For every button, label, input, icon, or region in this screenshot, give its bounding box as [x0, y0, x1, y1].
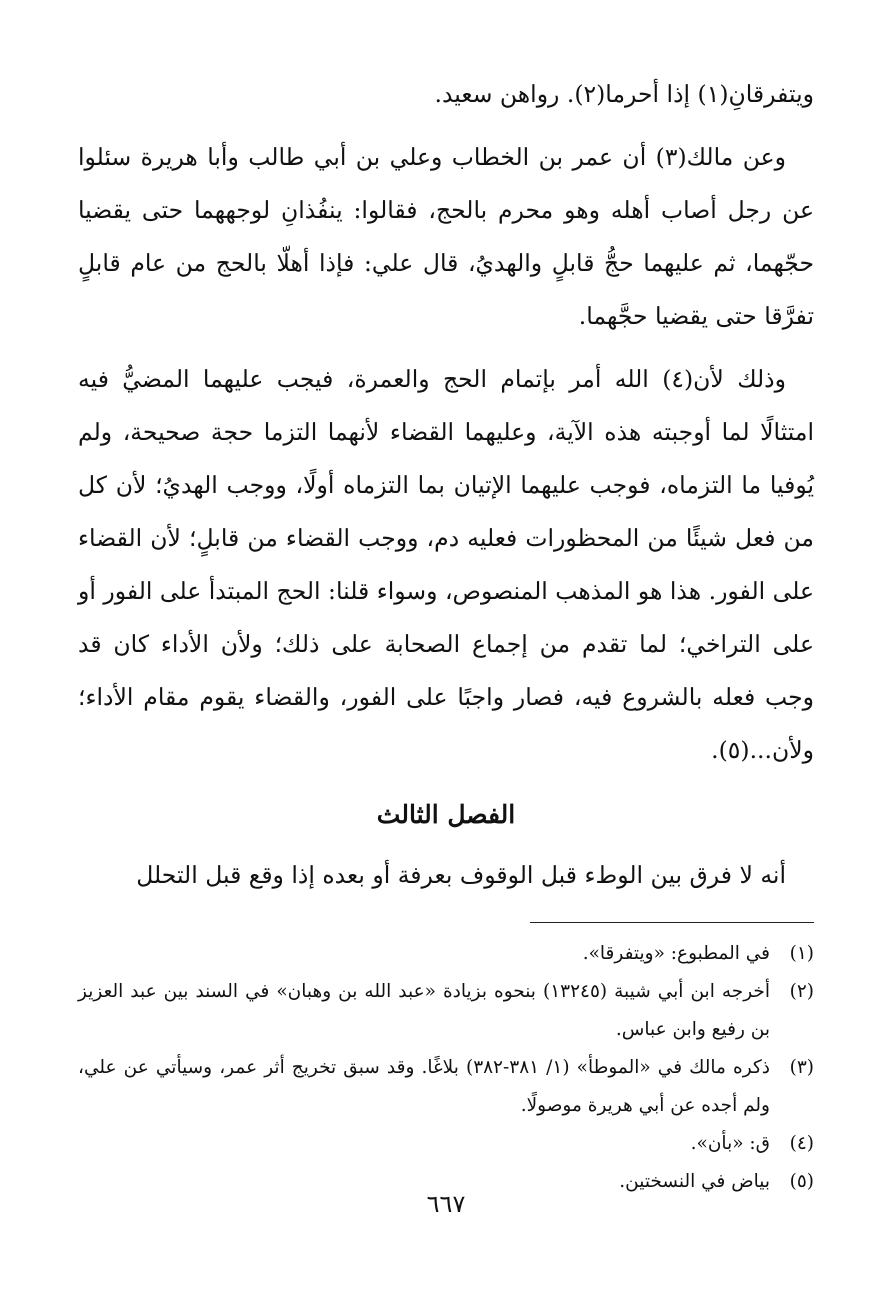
footnote-text: ق: «بأن».: [690, 1133, 770, 1154]
main-text: [78, 68, 814, 777]
footnote-4: [78, 1125, 814, 1163]
footnote-text: أخرجه ابن أبي شيبة (١٣٢٤٥) بنحوه بزيادة «عبد الله بن وهبان» في السند بين عبد العزيز بن رفيع وابن عباس.: [78, 981, 770, 1040]
footnote-number: (١): [789, 943, 814, 964]
footnote-number: (٣): [789, 1057, 814, 1078]
section-text-block: [78, 849, 814, 902]
footnote-number: (٢): [789, 981, 814, 1002]
section-heading: الفصل الثالث: [376, 800, 516, 829]
footnote-text: في المطبوع: «ويتفرقا».: [582, 943, 770, 964]
page-number: ٦٦٧: [426, 1190, 466, 1218]
paragraph-2: وعن مالك(٣) أن عمر بن الخطاب وعلي بن أبي طالب وأبا هريرة سئلوا عن رجل أصاب أهله وهو محرم بالحج، فقالوا: ينفُذانِ لوجههما حتى يقضيا حجّهما، ثم عليهما حجُّ قابلٍ والهديُ، قال علي: فإذا أهلّا بالحج من عام قابلٍ تفرَّقا حتى يقضيا حجَّهما.: [78, 143, 814, 330]
footnote-text: ذكره مالك في «الموطأ» (١/ ٣٨١-٣٨٢) بلاغًا. وقد سبق تخريج أثر عمر، وسيأتي عن علي، ولم أجده عن أبي هريرة موصولًا.: [78, 1057, 770, 1116]
paragraph-3: وذلك لأن(٤) الله أمر بإتمام الحج والعمرة، فيجب عليهما المضيُّ فيه امتثالًا لما أوجبته هذه الآية، وعليهما القضاء لأنهما التزما حجة صحيحة، ولم يُوفيا ما التزماه، فوجب عليهما الإتيان بما التزماه أولًا، ووجب الهديُ؛ لأن كل من فعل شيئًا من المحظورات فعليه دم، ووجب القضاء من قابلٍ؛ لأن القضاء على الفور. هذا هو المذهب المنصوص، وسواء قلنا: الحج المبتدأ على الفور أو على التراخي؛ لما تقدم من إجماع الصحابة على ذلك؛ ولأن الأداء كان قد وجب فعله بالشروع فيه، فصار واجبًا على الفور، والقضاء يقوم مقام الأداء؛ ولأن...(٥).: [78, 365, 814, 764]
paragraph-1: ويتفرقانِ(١) إذا أحرما(٢). رواهن سعيد.: [434, 80, 814, 108]
section-text: أنه لا فرق بين الوطء قبل الوقوف بعرفة أو بعده إذا وقع قبل التحلل: [136, 861, 786, 889]
footnote-1: [78, 935, 814, 973]
footnote-3: [78, 1049, 814, 1125]
footnote-number: (٥): [789, 1171, 814, 1192]
footnote-separator: [530, 922, 814, 923]
footnote-2: [78, 973, 814, 1049]
footnote-number: (٤): [789, 1133, 814, 1154]
footnote-text: بياض في النسختين.: [619, 1171, 770, 1192]
footnotes: [78, 935, 814, 1201]
